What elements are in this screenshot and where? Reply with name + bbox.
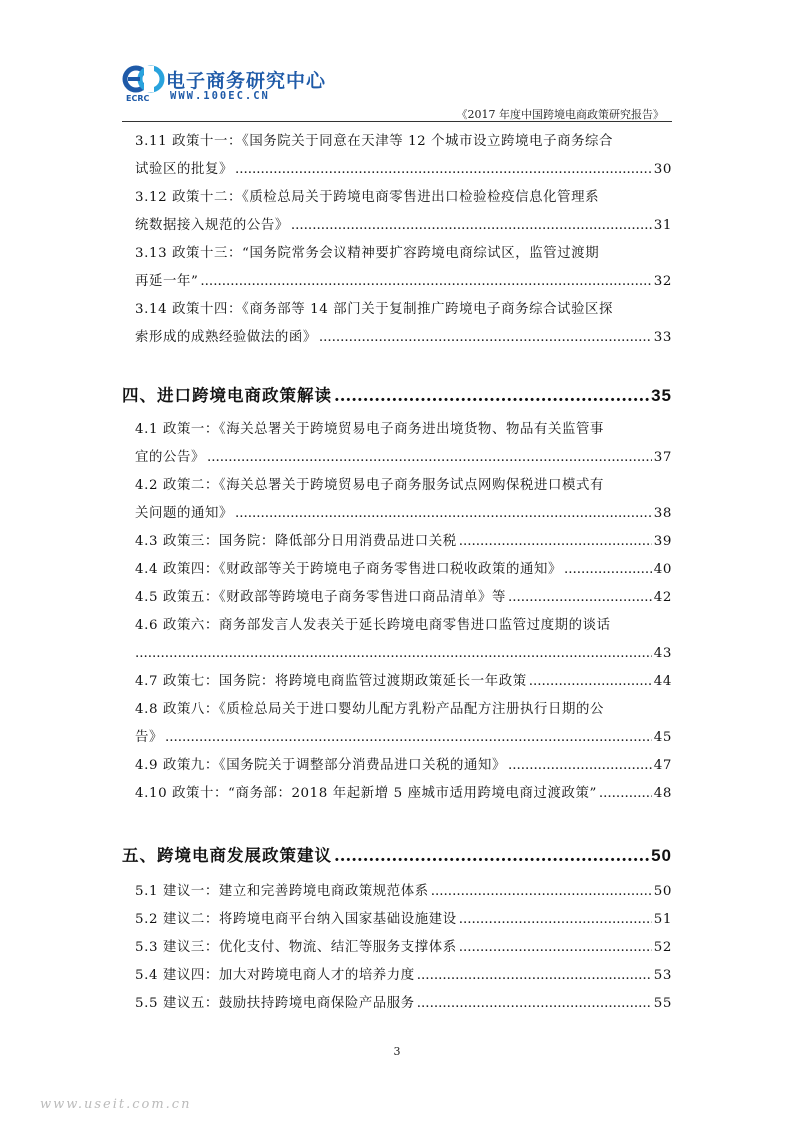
dot-leader — [235, 500, 652, 528]
toc-entry-text: 关问题的通知》 — [135, 506, 233, 521]
toc-entry-4-4[interactable] — [122, 556, 672, 584]
toc-entry-4-5[interactable] — [122, 584, 672, 612]
toc-page-number: 53 — [653, 968, 672, 983]
dot-leader — [459, 528, 652, 556]
toc-entry-4-7[interactable] — [122, 668, 672, 696]
toc-entry-text: 索形成的成熟经验做法的函》 — [135, 330, 317, 345]
toc-page-number: 52 — [653, 940, 672, 955]
toc-page-number: 48 — [653, 786, 672, 801]
watermark: www.useit.com.cn — [40, 1097, 192, 1112]
toc-entry-text: 再延一年” — [135, 274, 199, 289]
toc-entry-4-10[interactable] — [122, 780, 672, 808]
dot-leader — [417, 962, 652, 990]
ecrc-logo — [122, 64, 327, 106]
toc-entry-text: 4.2 政策二：《海关总署关于跨境贸易电子商务服务试点网购保税进口模式有 — [135, 478, 604, 493]
toc-page-number: 50 — [653, 884, 672, 899]
header-divider — [122, 121, 672, 122]
toc-entry-text: 4.4 政策四：《财政部等关于跨境电子商务零售进口税收政策的通知》 — [135, 562, 562, 577]
toc-page-number: 35 — [651, 386, 672, 405]
dot-leader — [599, 780, 652, 808]
toc-entry-text: 3.12 政策十二：《质检总局关于跨境电商零售进出口检验检疫信息化管理系 — [135, 190, 600, 205]
dot-leader — [508, 584, 652, 612]
toc-entry-text: 3.13 政策十三：“国务院常务会议精神要扩容跨境电商综试区，监管过渡期 — [135, 246, 600, 261]
toc-section-4[interactable] — [122, 382, 672, 410]
toc-entry-text: 4.5 政策五：《财政部等跨境电子商务零售进口商品清单》等 — [135, 590, 507, 605]
toc-entry-3-11[interactable] — [122, 128, 672, 184]
toc-entry-3-12[interactable] — [122, 184, 672, 240]
toc-entry-4-3[interactable] — [122, 528, 672, 556]
dot-leader — [431, 878, 652, 906]
dot-leader — [417, 990, 652, 1018]
dot-leader — [459, 934, 652, 962]
toc-entry-5-2[interactable] — [122, 906, 672, 934]
dot-leader — [207, 444, 652, 472]
toc-page-number: 30 — [653, 162, 672, 177]
page-number: 3 — [393, 1045, 401, 1058]
toc-entry-text: 4.7 政策七：国务院：将跨境电商监管过渡期政策延长一年政策 — [135, 674, 527, 689]
toc-section-5[interactable] — [122, 842, 672, 870]
toc-page-number: 38 — [653, 506, 672, 521]
toc-page-number: 39 — [653, 534, 672, 549]
toc-entry-text: 宜的公告》 — [135, 450, 205, 465]
dot-leader — [200, 268, 651, 296]
toc-entry-4-2[interactable] — [122, 472, 672, 528]
toc-page-number: 44 — [653, 674, 672, 689]
toc-entry-4-9[interactable] — [122, 752, 672, 780]
toc-page-number: 55 — [653, 996, 672, 1011]
dot-leader — [165, 724, 652, 752]
toc-entry-4-8[interactable] — [122, 696, 672, 752]
toc-entry-5-3[interactable] — [122, 934, 672, 962]
toc-entry-text: 3.14 政策十四：《商务部等 14 部门关于复制推广跨境电子商务综合试验区探 — [135, 302, 614, 317]
toc-entry-text: 告》 — [135, 730, 163, 745]
dot-leader — [459, 906, 652, 934]
dot-leader — [564, 556, 652, 584]
toc-entry-text: 4.1 政策一：《海关总署关于跨境贸易电子商务进出境货物、物品有关监管事 — [135, 422, 604, 437]
toc-entry-4-6[interactable] — [122, 612, 672, 668]
toc-entry-text: 5.1 建议一：建立和完善跨境电商政策规范体系 — [135, 884, 429, 899]
toc-entry-text: 4.8 政策八：《质检总局关于进口婴幼儿配方乳粉产品配方注册执行日期的公 — [135, 702, 604, 717]
toc-entry-3-13[interactable] — [122, 240, 672, 296]
dot-leader — [529, 668, 652, 696]
dot-leader — [319, 324, 652, 352]
toc-entry-text: 5.5 建议五：鼓励扶持跨境电商保险产品服务 — [135, 996, 415, 1011]
toc-entry-text: 5.2 建议二：将跨境电商平台纳入国家基础设施建设 — [135, 912, 457, 927]
dot-leader — [235, 156, 652, 184]
toc-entry-text: 4.10 政策十：“商务部：2018 年起新增 5 座城市适用跨境电商过渡政策” — [135, 786, 597, 801]
toc-entry-text: 试验区的批复》 — [135, 162, 233, 177]
toc-page-number: 33 — [653, 330, 672, 345]
toc-page-number: 50 — [651, 846, 672, 865]
toc-entry-5-1[interactable] — [122, 878, 672, 906]
dot-leader — [508, 752, 652, 780]
toc-page-number: 43 — [653, 646, 672, 661]
toc-entry-text: 5.4 建议四：加大对跨境电商人才的培养力度 — [135, 968, 415, 983]
toc-entry-text: 3.11 政策十一：《国务院关于同意在天津等 12 个城市设立跨境电子商务综合 — [135, 134, 614, 149]
toc-page-number: 51 — [653, 912, 672, 927]
logo-website: WWW.100EC.CN — [170, 90, 270, 102]
toc-entry-5-5[interactable] — [122, 990, 672, 1018]
dot-leader — [334, 382, 649, 410]
toc-entry-4-1[interactable] — [122, 416, 672, 472]
logo-chinese-name: 电子商务研究中心 — [166, 70, 327, 92]
toc-entry-text: 4.6 政策六：商务部发言人发表关于延长跨境电商零售进口监管过度期的谈话 — [135, 618, 611, 633]
logo-abbreviation: ECRC — [126, 94, 150, 103]
toc-page-number: 32 — [653, 274, 672, 289]
toc-page-number: 40 — [653, 562, 672, 577]
toc-page-number: 42 — [653, 590, 672, 605]
section-title: 四、进口跨境电商政策解读 — [122, 386, 332, 405]
toc-entry-text: 5.3 建议三：优化支付、物流、结汇等服务支撑体系 — [135, 940, 457, 955]
toc-page-number: 45 — [653, 730, 672, 745]
toc-page-number: 37 — [653, 450, 672, 465]
section-title: 五、跨境电商发展政策建议 — [122, 846, 332, 865]
toc-entry-5-4[interactable] — [122, 962, 672, 990]
toc-entry-text: 4.9 政策九：《国务院关于调整部分消费品进口关税的通知》 — [135, 758, 507, 773]
dot-leader — [334, 842, 649, 870]
toc-entry-text: 统数据接入规范的公告》 — [135, 218, 289, 233]
dot-leader — [135, 640, 652, 668]
table-of-contents — [122, 128, 672, 1018]
toc-entry-text: 4.3 政策三：国务院：降低部分日用消费品进口关税 — [135, 534, 457, 549]
report-title: 《2017 年度中国跨境电商政策研究报告》 — [456, 108, 664, 121]
toc-entry-3-14[interactable] — [122, 296, 672, 352]
toc-page-number: 47 — [653, 758, 672, 773]
toc-page-number: 31 — [653, 218, 672, 233]
dot-leader — [291, 212, 652, 240]
